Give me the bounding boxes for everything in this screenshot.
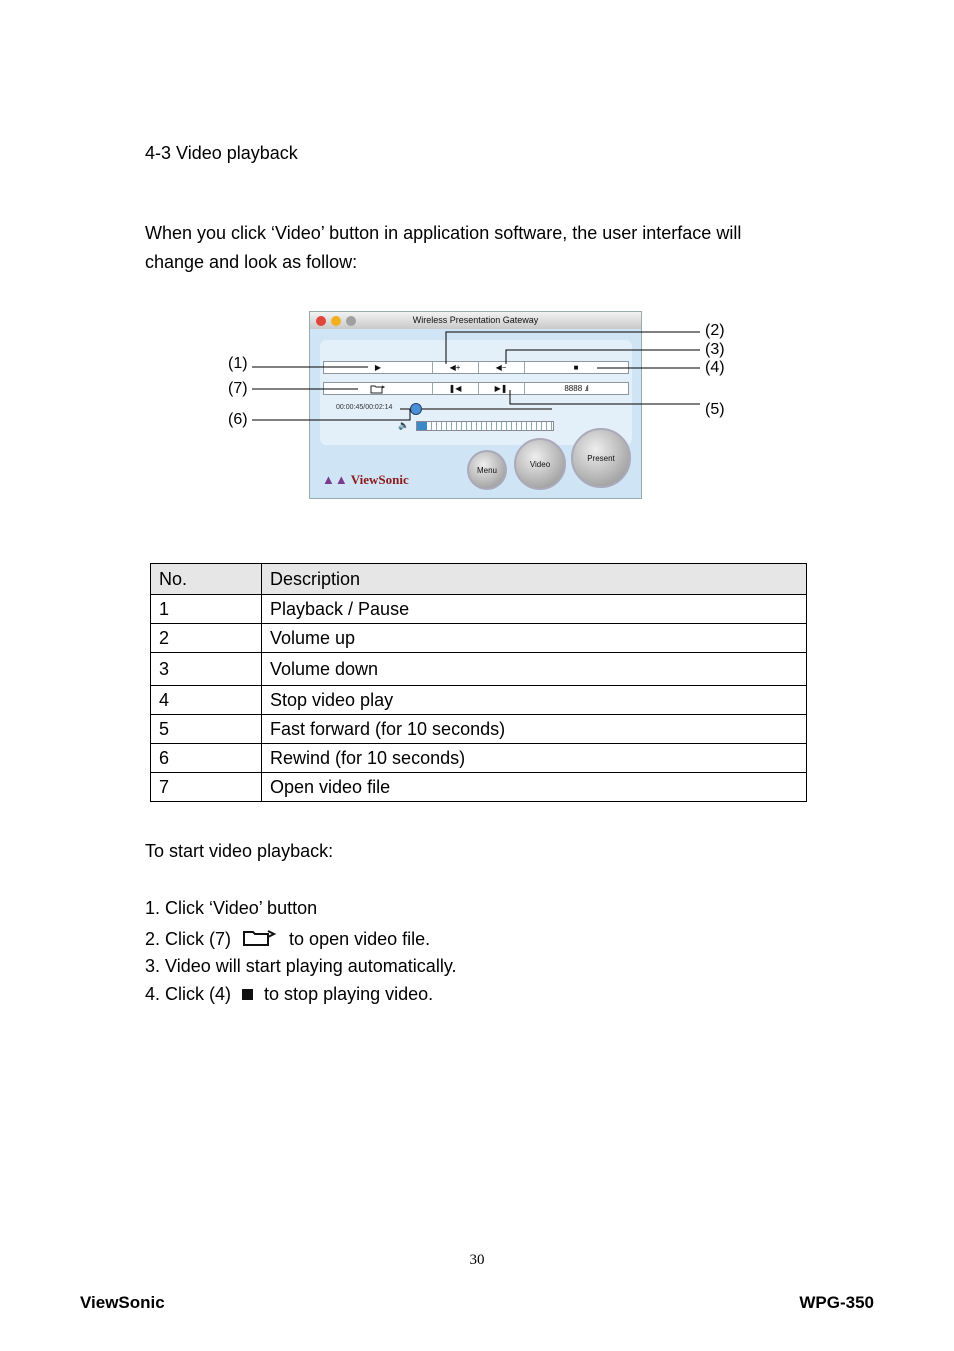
folder-open-icon xyxy=(242,927,278,947)
callout-5: (5) xyxy=(705,401,725,418)
signal-icon: .ıl xyxy=(584,384,588,393)
callout-lines xyxy=(0,0,954,520)
intro-line-2: change and look as follow: xyxy=(145,252,358,272)
step-4-suffix: to stop playing video. xyxy=(264,984,434,1004)
row-no: 4 xyxy=(151,686,262,715)
present-button[interactable]: Present xyxy=(571,428,631,488)
table-header-no: No. xyxy=(151,564,262,595)
time-readout: 00:00:45/00:02:14 xyxy=(336,404,393,411)
table-header-row xyxy=(151,564,807,595)
callout-6: (6) xyxy=(228,411,248,428)
table-row xyxy=(151,744,807,773)
row-description: Playback / Pause xyxy=(262,595,807,624)
video-button[interactable]: Video xyxy=(514,438,566,490)
stop-button[interactable]: ■ xyxy=(573,363,579,372)
menu-button[interactable]: Menu xyxy=(467,450,507,490)
row-no: 6 xyxy=(151,744,262,773)
step-4 xyxy=(145,984,433,1005)
row-no: 7 xyxy=(151,773,262,802)
footer-brand: ViewSonic xyxy=(80,1293,165,1312)
step-2-suffix: to open video file. xyxy=(289,929,431,949)
row-description: Fast forward (for 10 seconds) xyxy=(262,715,807,744)
row-description: Rewind (for 10 seconds) xyxy=(262,744,807,773)
page-number: 30 xyxy=(469,1252,485,1268)
table-row xyxy=(151,715,807,744)
section-title: 4-3 Video playback xyxy=(145,143,298,163)
controls-table xyxy=(150,563,807,802)
row-description: Volume down xyxy=(262,653,807,686)
table-header-description: Description xyxy=(262,564,807,595)
table-row xyxy=(151,653,807,686)
step-1: 1. Click ‘Video’ button xyxy=(145,898,318,918)
row-no: 1 xyxy=(151,595,262,624)
play-pause-button[interactable]: ▶ xyxy=(324,362,433,373)
window-title: Wireless Presentation Gateway xyxy=(412,315,539,325)
callout-7: (7) xyxy=(228,380,248,397)
speaker-icon: 🔈 xyxy=(398,420,410,430)
step-3: 3. Video will start playing automatically. xyxy=(145,956,457,976)
row-no: 2 xyxy=(151,624,262,653)
callout-3: (3) xyxy=(705,341,725,358)
table-row xyxy=(151,595,807,624)
step-2 xyxy=(145,927,430,950)
volume-down-button[interactable]: ◀− xyxy=(478,362,525,373)
table-row xyxy=(151,624,807,653)
rewind-button[interactable]: ❚◀ xyxy=(432,383,479,394)
birds-logo-icon: ▲▲ xyxy=(322,472,348,487)
logo-text: ViewSonic xyxy=(350,472,409,487)
callout-4: (4) xyxy=(705,359,725,376)
table-row xyxy=(151,773,807,802)
counter-value: 8888 xyxy=(564,384,583,393)
callout-2: (2) xyxy=(705,322,725,339)
row-no: 5 xyxy=(151,715,262,744)
table-row xyxy=(151,686,807,715)
stop-icon xyxy=(242,989,253,1000)
volume-up-button[interactable]: ◀+ xyxy=(432,362,479,373)
fast-forward-button[interactable]: ▶❚ xyxy=(478,383,525,394)
steps-heading: To start video playback: xyxy=(145,841,334,861)
step-2-prefix: 2. Click (7) xyxy=(145,929,232,949)
row-description: Stop video play xyxy=(262,686,807,715)
row-description: Volume up xyxy=(262,624,807,653)
video-player-screenshot xyxy=(0,0,954,520)
intro-line-1: When you click ‘Video’ button in application software, the user interface will xyxy=(145,223,742,243)
step-4-prefix: 4. Click (4) xyxy=(145,984,232,1004)
row-description: Open video file xyxy=(262,773,807,802)
footer-model: WPG-350 xyxy=(799,1293,874,1312)
row-no: 3 xyxy=(151,653,262,686)
callout-1: (1) xyxy=(228,355,248,372)
